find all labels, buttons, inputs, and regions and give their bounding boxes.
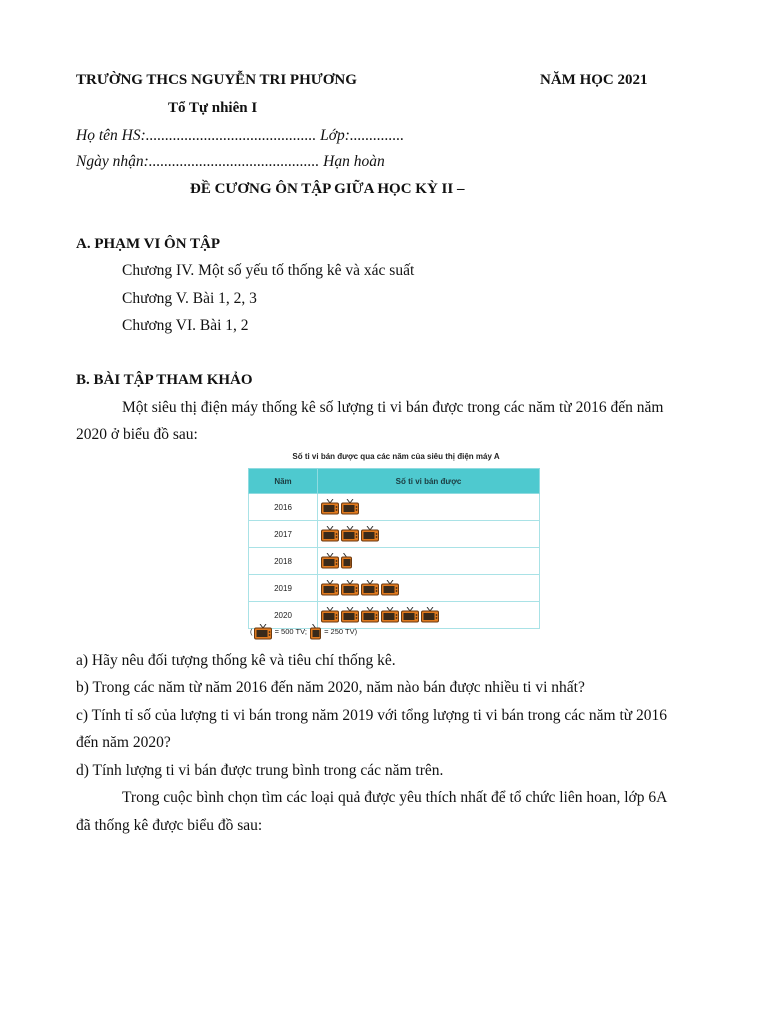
- tv-icon: [341, 607, 359, 623]
- tv-icon: [421, 607, 439, 623]
- section-a-item: Chương IV. Một số yếu tố thống kê và xác suất: [122, 262, 415, 279]
- icons-cell: [318, 575, 540, 602]
- school-name: TRƯỜNG THCS NGUYỄN TRI PHƯƠNG: [76, 72, 357, 88]
- section-a-item: Chương V. Bài 1, 2, 3: [122, 290, 257, 307]
- tv-icon: [254, 624, 272, 640]
- due-field: Hạn hoàn: [319, 153, 385, 170]
- question-d: d) Tính lượng ti vi bán được trung bình trong các năm trên.: [76, 762, 444, 779]
- class-field: Lớp:..............: [316, 127, 405, 144]
- tv-icon: [321, 553, 339, 569]
- year-cell: 2020: [249, 602, 318, 629]
- legend-half-text: = 250 TV): [321, 626, 358, 636]
- question-a: a) Hãy nêu đối tượng thống kê và tiêu chí thống kê.: [76, 652, 396, 669]
- received-date-field: Ngày nhận:............................................: [76, 153, 320, 170]
- tv-icon: [321, 526, 339, 542]
- date-line: [76, 153, 385, 171]
- school-year: NĂM HỌC 2021: [540, 72, 648, 88]
- legend-open: (: [250, 626, 253, 636]
- outro-line: đã thống kê được biểu đồ sau:: [76, 817, 263, 834]
- chart-table: [248, 468, 540, 629]
- icons-cell: [318, 548, 540, 575]
- table-row: [249, 548, 540, 575]
- question-c-cont: đến năm 2020?: [76, 734, 171, 751]
- tv-icon: [381, 607, 399, 623]
- legend-full-text: = 500 TV;: [272, 626, 309, 636]
- tv-icon: [341, 526, 359, 542]
- icons-cell: [318, 494, 540, 521]
- tv-icon: [361, 526, 379, 542]
- tv-icon: [321, 580, 339, 596]
- year-cell: 2017: [249, 521, 318, 548]
- student-name-field: Họ tên HS:............................................: [76, 127, 317, 144]
- table-row: [249, 575, 540, 602]
- chart-legend: [250, 624, 357, 640]
- year-cell: 2019: [249, 575, 318, 602]
- table-row: [249, 521, 540, 548]
- tv-half-icon: [341, 553, 352, 569]
- table-row: [249, 494, 540, 521]
- page-title: ĐỀ CƯƠNG ÔN TẬP GIỮA HỌC KỲ II –: [190, 181, 465, 197]
- tv-half-icon: [310, 624, 321, 640]
- column-header-count: Số ti vi bán được: [318, 469, 540, 494]
- tv-icon: [341, 580, 359, 596]
- icons-cell: [318, 521, 540, 548]
- section-b-heading: B. BÀI TẬP THAM KHẢO: [76, 372, 253, 388]
- outro-line: Trong cuộc bình chọn tìm các loại quả được yêu thích nhất để tổ chức liên hoan, lớp 6A: [122, 789, 668, 806]
- year-cell: 2018: [249, 548, 318, 575]
- tv-icon: [321, 607, 339, 623]
- student-line: [76, 127, 404, 145]
- group-name: Tổ Tự nhiên I: [168, 100, 258, 116]
- intro-line: 2020 ở biểu đồ sau:: [76, 426, 198, 443]
- question-c: c) Tính tỉ số của lượng ti vi bán trong năm 2019 với tổng lượng ti vi bán trong các năm từ 2016: [76, 707, 668, 724]
- tv-icon: [341, 499, 359, 515]
- question-b: b) Trong các năm từ năm 2016 đến năm 2020, năm nào bán được nhiều ti vi nhất?: [76, 679, 585, 696]
- tv-icon: [361, 607, 379, 623]
- section-a-heading: A. PHẠM VI ÔN TẬP: [76, 236, 221, 252]
- tv-icon: [361, 580, 379, 596]
- tv-icon: [401, 607, 419, 623]
- section-a-item: Chương VI. Bài 1, 2: [122, 317, 249, 334]
- chart-title: Số ti vi bán được qua các năm của siêu thị điện máy A: [292, 452, 500, 461]
- column-header-year: Năm: [249, 469, 318, 494]
- tv-icon: [381, 580, 399, 596]
- tv-icon: [321, 499, 339, 515]
- pictograph-chart: [248, 452, 544, 642]
- intro-line: Một siêu thị điện máy thống kê số lượng ti vi bán được trong các năm từ 2016 đến năm: [122, 399, 664, 416]
- year-cell: 2016: [249, 494, 318, 521]
